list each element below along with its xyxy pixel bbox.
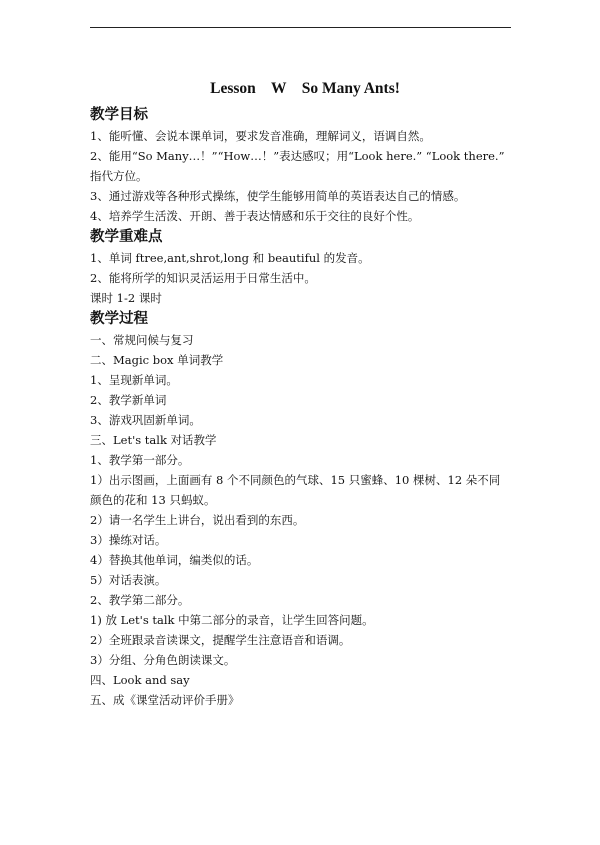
text-line: 2）全班跟录音读课文，提醒学生注意语音和语调。	[90, 633, 351, 647]
section-heading: 教学过程	[90, 310, 148, 327]
text-line: 一、常规问候与复习	[90, 333, 194, 347]
text-line: 1、能听懂、会说本课单词，要求发音准确，理解词义，语调自然。	[90, 129, 431, 143]
text-line: 4）替换其他单词，编类似的话。	[90, 553, 259, 567]
text-line: 2）请一名学生上讲台，说出看到的东西。	[90, 513, 305, 527]
text-line: 1、单词 ftree,ant,shrot,long 和 beautiful 的发音。	[90, 251, 370, 265]
section-objectives	[90, 104, 520, 226]
text-line: 五、成《课堂活动评价手册》	[90, 693, 240, 707]
text-line: 指代方位。	[90, 169, 148, 183]
text-line: 3）操练对话。	[90, 533, 167, 547]
section-heading: 教学目标	[90, 106, 148, 123]
section-procedure	[90, 308, 520, 710]
text-line: 课时 1-2 课时	[90, 291, 162, 305]
text-line: 1、教学第一部分。	[90, 453, 190, 467]
text-line: 颜色的花和 13 只蚂蚁。	[90, 493, 216, 507]
sections-container	[90, 104, 520, 710]
text-line: 2、教学新单词	[90, 393, 167, 407]
text-line: 2、教学第二部分。	[90, 593, 190, 607]
text-line: 三、Let's talk 对话教学	[90, 433, 217, 447]
text-line: 3、游戏巩固新单词。	[90, 413, 201, 427]
text-line: 5）对话表演。	[90, 573, 167, 587]
text-line: 二、Magic box 单词教学	[90, 353, 224, 367]
text-line: 3、通过游戏等各种形式操练，使学生能够用简单的英语表达自己的情感。	[90, 189, 466, 203]
header-rule	[90, 27, 511, 28]
section-heading: 教学重难点	[90, 228, 163, 245]
text-line: 四、Look and say	[90, 673, 190, 687]
lesson-title: Lesson W So Many Ants!	[210, 80, 400, 97]
document-body	[90, 76, 520, 710]
text-line: 1、呈现新单词。	[90, 373, 178, 387]
text-line: 1) 放 Let's talk 中第二部分的录音，让学生回答问题。	[90, 613, 374, 627]
text-line: 2、能用“So Many…！”“How…！”表达感叹；用“Look here.” “Look there.”	[90, 149, 505, 163]
text-line: 4、培养学生活泼、开朗、善于表达情感和乐于交往的良好个性。	[90, 209, 420, 223]
text-line: 3）分组、分角色朗读课文。	[90, 653, 236, 667]
text-line: 2、能将所学的知识灵活运用于日常生活中。	[90, 271, 316, 285]
text-line: 1）出示图画，上面画有 8 个不同颜色的气球、15 只蜜蜂、10 棵树、12 朵不同	[90, 473, 501, 487]
section-key-points	[90, 226, 520, 308]
